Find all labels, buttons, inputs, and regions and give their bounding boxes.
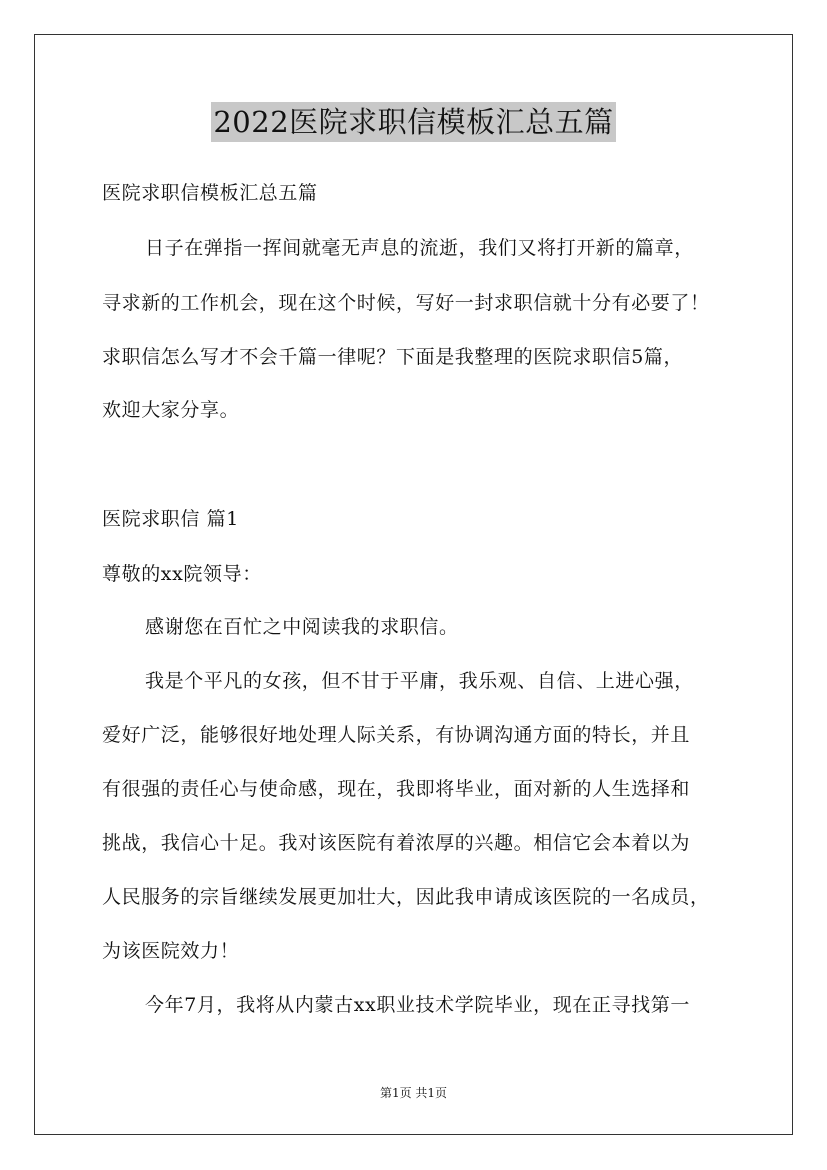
page-footer: 第1页 共1页	[379, 1086, 448, 1100]
document-title: 2022医院求职信模板汇总五篇	[211, 102, 615, 142]
salutation: 尊敬的xx院领导：	[102, 563, 262, 585]
paragraph1-line-6: 为该医院效力！	[102, 940, 240, 962]
section-heading: 医院求职信 篇1	[102, 508, 239, 530]
paragraph1-line-1: 我是个平凡的女孩，但不甘于平庸，我乐观、自信、上进心强，	[145, 670, 694, 692]
intro-line-1: 日子在弹指一挥间就毫无声息的流逝，我们又将打开新的篇章，	[145, 237, 694, 259]
paragraph1-line-2: 爱好广泛，能够很好地处理人际关系，有协调沟通方面的特长，并且	[102, 724, 691, 746]
intro-line-4: 欢迎大家分享。	[102, 399, 240, 421]
paragraph1-line-3: 有很强的责任心与使命感，现在，我即将毕业，面对新的人生选择和	[102, 778, 691, 800]
paragraph2-line-1: 今年7月，我将从内蒙古xx职业技术学院毕业，现在正寻找第一	[145, 994, 690, 1016]
thanks-line: 感谢您在百忙之中阅读我的求职信。	[145, 616, 459, 638]
intro-line-3: 求职信怎么写才不会千篇一律呢？下面是我整理的医院求职信5篇，	[102, 346, 684, 368]
paragraph1-line-5: 人民服务的宗旨继续发展更加壮大，因此我申请成该医院的一名成员，	[102, 886, 710, 908]
intro-line-2: 寻求新的工作机会，现在这个时候，写好一封求职信就十分有必要了！	[102, 292, 710, 314]
document-subtitle: 医院求职信模板汇总五篇	[102, 182, 318, 204]
paragraph1-line-4: 挑战，我信心十足。我对该医院有着浓厚的兴趣。相信它会本着以为	[102, 832, 691, 854]
title-container	[0, 102, 827, 142]
